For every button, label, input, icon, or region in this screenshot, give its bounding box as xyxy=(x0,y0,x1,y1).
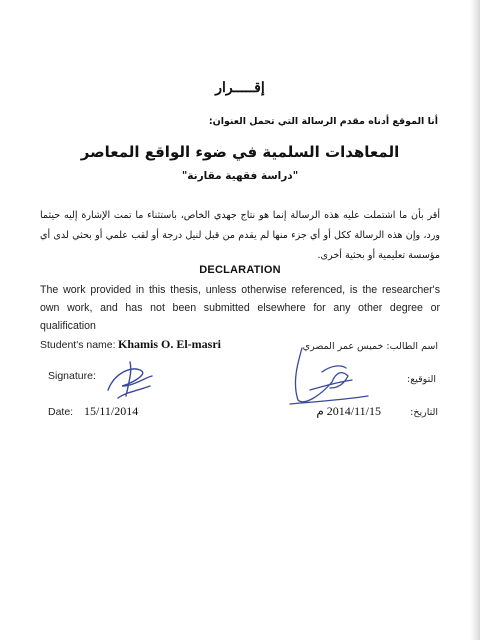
date-value-en: 15/11/2014 xyxy=(84,404,139,418)
english-signature xyxy=(100,356,160,406)
arabic-declaration-text: أقر بأن ما اشتملت عليه هذه الرسالة إنما هو نتاج جهدي الخاص، باستثناء ما تمت الإشارة إليه حيثما ورد، وإن هذه الرسالة ككل أو أي جزء منها لم يقدم من قبل لنيل درجة أو لقب علمي أو بحثي لدى أي مؤسسة تعليمية أو بحثية أخرى. xyxy=(40,210,440,261)
signature-label-ar: التوقيع: xyxy=(407,374,436,385)
student-name-label-ar: اسم الطالب: xyxy=(386,341,438,352)
english-declaration-text: The work provided in this thesis, unless otherwise referenced, is the researcher's own work, and has not been submitted elsewhere for any other degree or qualification xyxy=(40,284,440,332)
arabic-heading: إقـــــرار xyxy=(215,80,265,96)
student-name-ar: خميس عمر المصري xyxy=(302,341,384,352)
date-label-ar: التاريخ: xyxy=(410,407,438,418)
signature-label: Signature: xyxy=(48,370,96,382)
arabic-signature xyxy=(272,342,382,412)
student-name-label: Student's name: xyxy=(40,339,116,351)
date-value-ar: 2014/11/15 م xyxy=(316,404,381,418)
page-edge-shadow xyxy=(470,0,480,640)
student-name-en: Khamis O. El-masri xyxy=(118,337,222,351)
declaration-heading: DECLARATION xyxy=(199,264,281,276)
date-label: Date: xyxy=(48,406,74,418)
thesis-subtitle: "دراسة فقهية مقارنة" xyxy=(181,170,299,182)
arabic-undersigned-line: أنا الموقع أدناه مقدم الرسالة التي تحمل العنوان: xyxy=(208,116,438,127)
thesis-title: المعاهدات السلمية في ضوء الواقع المعاصر xyxy=(80,143,400,161)
